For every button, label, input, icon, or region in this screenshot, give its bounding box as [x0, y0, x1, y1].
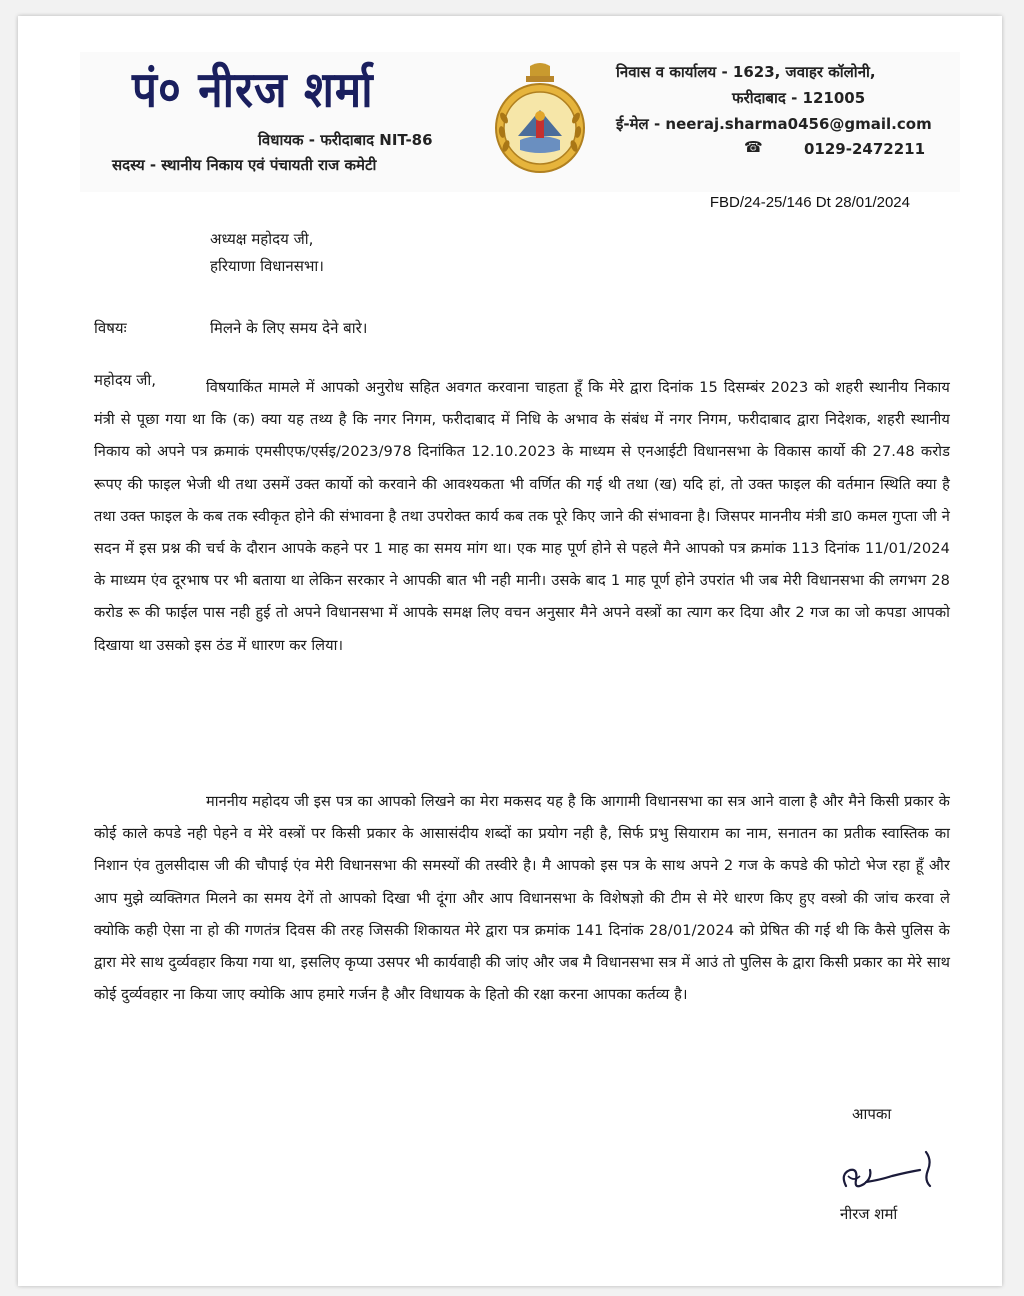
letter-page [18, 16, 1002, 1286]
address-line-1: निवास व कार्यालय - 1623, जवाहर कॉलोनी, [616, 63, 876, 81]
subject-label: विषयः [94, 319, 127, 337]
recipient-line-2: हरियाणा विधानसभा। [210, 257, 324, 275]
body-paragraph-1: विषयाकिंत मामले में आपको अनुरोध सहित अवगत करवाना चाहता हूँ कि मेरे द्वारा दिनांक 15 दिसम्बंर 2023 को शहरी स्थानीय निकाय मंत्री से पूछा गया था कि (क) क्या यह तथ्य है कि नगर निगम, फरीदाबाद में निधि के अभाव के संबंध में नगर निगम, फरीदाबाद द्वारा निदेशक, शहरी स्थानीय निकाय को अपने पत्र क्रमाकं एमसीएफ/एर्सइ/2023/978 दिनांकित 12.10.2023 के माध्यम से एनआईटी विधानसभा के विकास कार्यो की 27.48 करोड रूपए की फाइल भेजी थी तथा उसमें उक्त कार्यो को करवाने की आवश्यकता भी वर्णित की गई थी तथा (ख) यदि हां, तो उक्त फाइल की वर्तमान स्थिति क्या है तथा उक्त फाइल के कब तक स्वीकृत होने की संभावना है तथा उपरोक्त कार्य कब तक पूरे किए जाने की संभावना है। जिसपर माननीय मंत्री डा0 कमल गुप्ता जी ने सदन में इस प्रश्न की चर्च के दौरान आपके कहने पर 1 माह का समय मांग था। एक माह पूर्ण होने से पहले मैने आपको पत्र क्रमांक 113 दिनांक 11/01/2024 के माध्यम एंव दूरभाष पर भी बताया था लेकिन सरकार ने आपकी बात भी नही मानी। उसके बाद 1 माह पूर्ण होने उपरांत भी जब मेरी विधानसभा की लगभग 28 करोड रू की फाईल पास नही हुई तो अपने विधानसभा में आपके समक्ष लिए वचन अनुसार मैने अपने वस्त्रों का त्याग कर दिया और 2 गज का जो कपडा आपको दिखाया था उसको इस ठंड में धाारण कर लिया। [94, 379, 950, 654]
subject-text: मिलने के लिए समय देने बारे। [210, 319, 368, 337]
phone-icon: ☎ [744, 138, 763, 156]
address-line-2: फरीदाबाद - 121005 [732, 89, 866, 107]
closing-name: नीरज शर्मा [840, 1205, 898, 1223]
letterhead-designation: विधायक - फरीदाबाद NIT-86 [258, 131, 433, 149]
recipient-line-1: अध्यक्ष महोदय जी, [210, 230, 314, 248]
signature-image [836, 1146, 956, 1206]
email-line: ई-मेल - neeraj.sharma0456@gmail.com [616, 115, 932, 133]
reference-number: FBD/24-25/146 Dt 28/01/2024 [709, 194, 910, 211]
letterhead [80, 52, 960, 192]
salutation: महोदय जी, [94, 371, 157, 389]
body-paragraph-2: माननीय महोदय जी इस पत्र का आपको लिखने का मेरा मकसद यह है कि आगामी विधानसभा का सत्र आने वाला है और मैने किसी प्रकार के कोई काले कपडे नही पेहने व मेरे वस्त्रों पर किसी प्रकार के आसासंदीय शब्दों का प्रयोग नही है, सिर्फ प्रभु सियाराम का नाम, सनातन का प्रतीक स्वास्तिक का निशान एंव तुलसीदास जी की चौपाई एंव मेरी विधानसभा की समस्यों की तस्वीरे है। मै आपको इस पत्र के साथ अपने 2 गज के कपडे की फोटो भेज रहा हूँ और आप मुझे व्यक्तिगत मिलने का समय देगें तो आपको दिखा भी दूंगा और आप विधानसभा के विशेषज्ञो की टीम से मेरे धारण किए हुए वस्त्रो की जांच करवा ले क्योकि कही ऐसा ना हो की गणतंत्र दिवस की तरह जिसकी शिकायत मेरे द्वारा पत्र क्रमांक 141 दिनांक 28/01/2024 को प्रेषित की गई थी कि कैसे पुलिस के द्वारा मेरे साथ दुर्व्यवहार किया गया था, इसलिए कृप्या उसपर भी कार्यवाही की जांए और जब मै विधानसभा सत्र में आउं तो पुलिस के द्वारा किसी प्रकार का मेरे साथ कोई दुर्व्यवहार ना किया जाए क्योकि आप हमारे गर्जन है और विधायक के हितो की रक्षा करना आपका कर्तव्य है। [94, 793, 950, 1004]
letterhead-membership: सदस्य - स्थानीय निकाय एवं पंचायती राज कमेटी [112, 156, 377, 174]
state-emblem-icon [490, 60, 590, 178]
phone-line: 0129-2472211 [804, 140, 926, 158]
closing-yours: आपका [852, 1105, 892, 1123]
letterhead-name: पं० नीरज शर्मा [132, 61, 374, 119]
